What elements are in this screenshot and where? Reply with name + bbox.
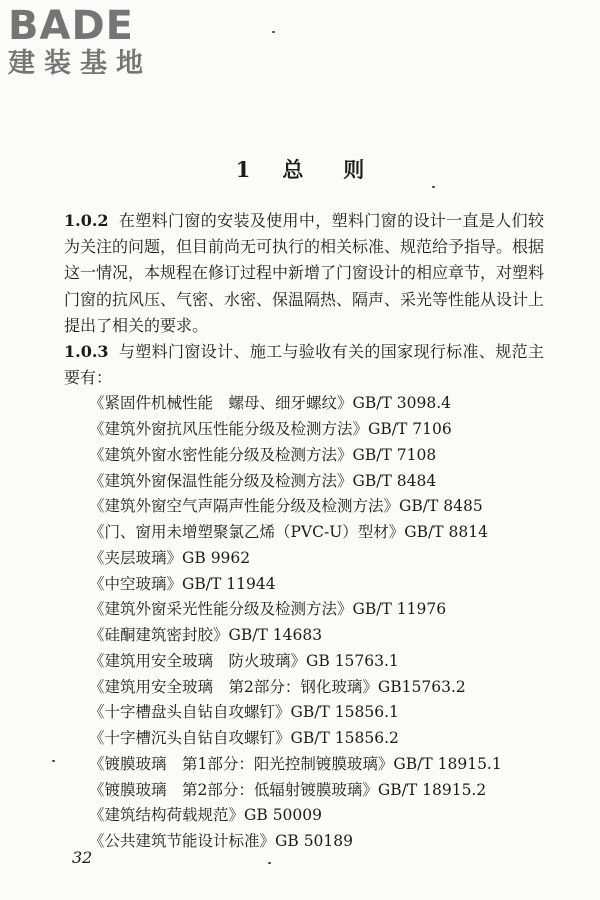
- chapter-number: 1: [235, 157, 251, 182]
- reference-item: 《门、窗用未增塑聚氯乙烯（PVC-U）型材》GB/T 8814: [89, 523, 488, 542]
- chapter-name: 总则: [282, 157, 405, 182]
- scan-speck: [268, 862, 271, 864]
- reference-item: 《硅酮建筑密封胶》GB/T 14683: [89, 626, 323, 645]
- reference-item: 《建筑外窗采光性能分级及检测方法》GB/T 11976: [89, 600, 447, 619]
- clause-1-0-3: [64, 339, 544, 391]
- clause-text: 与塑料门窗设计、施工与验收有关的国家现行标准、规范主要有：: [64, 342, 544, 388]
- reference-item: 《镀膜玻璃 第1部分：阳光控制镀膜玻璃》GB/T 18915.1: [89, 754, 502, 773]
- logo-subtitle: 建装基地: [8, 48, 152, 79]
- reference-item: 《建筑外窗保温性能分级及检测方法》GB/T 8484: [89, 471, 437, 490]
- reference-item: 《中空玻璃》GB/T 11944: [89, 574, 276, 593]
- clause-number: 1.0.3: [64, 342, 109, 362]
- reference-item: 《十字槽盘头自钻自攻螺钉》GB/T 15856.1: [89, 703, 399, 722]
- page-body: [64, 208, 544, 855]
- scan-speck: [432, 186, 435, 188]
- reference-item: 《夹层玻璃》GB 9962: [89, 548, 251, 567]
- reference-item: 《建筑外窗水密性能分级及检测方法》GB/T 7108: [89, 445, 437, 464]
- reference-item: 《十字槽沉头自钻自攻螺钉》GB/T 15856.2: [89, 729, 399, 748]
- chapter-title: [0, 156, 600, 184]
- reference-item: 《建筑外窗抗风压性能分级及检测方法》GB/T 7106: [89, 420, 452, 439]
- clause-text: 在塑料门窗的安装及使用中，塑料门窗的设计一直是人们较为关注的问题，但目前尚无可执行的相关标准、规范给予指导。根据这一情况，本规程在修订过程中新增了门窗设计的相应章节，对塑料门窗的抗风压、气密、水密、保温隔热、隔声、采光等性能从设计上提出了相关的要求。: [64, 211, 545, 335]
- reference-item: 《建筑外窗空气声隔声性能分级及检测方法》GB/T 8485: [89, 497, 483, 516]
- page-number: 32: [72, 848, 93, 867]
- reference-item: 《紧固件机械性能 螺母、细牙螺纹》GB/T 3098.4: [89, 394, 451, 413]
- reference-item: 《建筑用安全玻璃 第2部分：钢化玻璃》GB15763.2: [89, 677, 466, 696]
- reference-item: 《建筑用安全玻璃 防火玻璃》GB 15763.1: [89, 651, 399, 670]
- reference-item: 《公共建筑节能设计标准》GB 50189: [89, 832, 354, 851]
- reference-item: 《建筑结构荷载规范》GB 50009: [89, 806, 323, 825]
- clause-number: 1.0.2: [64, 211, 109, 230]
- logo-wordmark: BADE: [8, 3, 134, 49]
- clause-1-0-2: [64, 208, 544, 339]
- reference-standards-list: [64, 391, 544, 855]
- scan-speck: [52, 760, 55, 762]
- scan-speck: [272, 31, 275, 33]
- bade-logo: [8, 3, 178, 79]
- reference-item: 《镀膜玻璃 第2部分：低辐射镀膜玻璃》GB/T 18915.2: [89, 780, 487, 799]
